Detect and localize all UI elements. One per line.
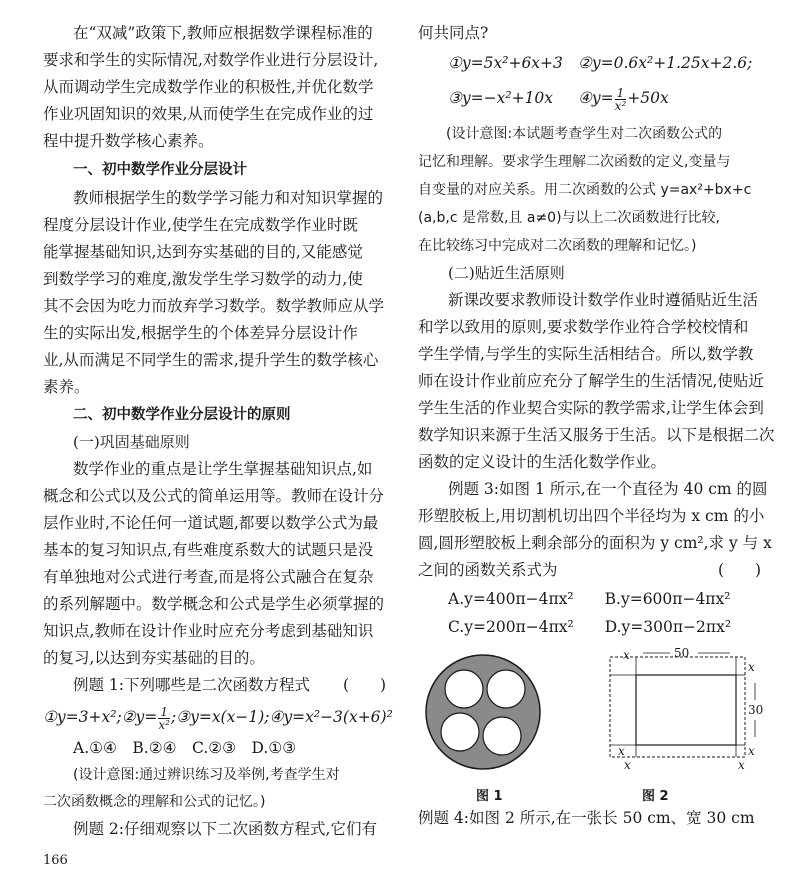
paragraph-line: 有单独地对公式进行考查,而是将公式融合在复杂 xyxy=(43,568,374,586)
intro-line: 作业巩固知识的效果,从而使学生在完成作业的过 xyxy=(43,105,374,123)
formula-part: ④y= xyxy=(578,89,614,107)
paragraph-line: 师在设计作业前应充分了解学生的生活情况,使贴近 xyxy=(418,372,764,390)
example-3-line: 圆,圆形塑胶板上剩余部分的面积为 y cm²,求 y 与 x xyxy=(418,534,772,552)
paragraph-line: 的复习,以达到夯实基础的目的。 xyxy=(43,649,265,667)
label-x: x xyxy=(618,744,625,758)
label-x: x xyxy=(624,758,631,772)
paragraph-line: 程度分层设计作业,使学生在完成数学作业时既 xyxy=(43,216,358,234)
answer-paren: ( ) xyxy=(718,561,762,579)
label-50: 50 xyxy=(674,646,690,660)
small-circle xyxy=(487,670,525,708)
fraction xyxy=(615,87,627,112)
paragraph-line: 数学作业的重点是让学生掌握基础知识点,如 xyxy=(73,460,373,478)
label-x: x xyxy=(748,744,755,758)
paragraph-line: 教师根据学生的数学学习能力和对知识掌握的 xyxy=(73,189,384,207)
example-3-line: 例题 3:如图 1 所示,在一个直径为 40 cm 的圆 xyxy=(448,480,768,498)
subsection-heading: (二)贴近生活原则 xyxy=(448,264,565,282)
formula-4 xyxy=(578,83,669,113)
formula-2: ②y=0.6x²+1.25x+2.6; xyxy=(578,54,753,72)
paragraph-line: 新课改要求教师设计数学作业时遵循贴近生活 xyxy=(448,291,759,309)
fraction-numerator: 1 xyxy=(160,704,168,719)
page-number: 166 xyxy=(43,853,68,868)
design-note-line: 记忆和理解。要求学生理解二次函数的定义,变量与 xyxy=(418,154,731,170)
label-x: x xyxy=(738,758,745,772)
intro-line: 程中提升数学核心素养。 xyxy=(43,132,214,150)
small-circle xyxy=(441,713,479,751)
paragraph-line: 能掌握基础知识,达到夯实基础的目的,又能感觉 xyxy=(43,243,363,261)
figure-1-caption: 图 1 xyxy=(476,789,503,804)
design-note-line: 自变量的对应关系。用二次函数的公式 y=ax²+bx+c xyxy=(418,182,752,198)
figure-2-caption: 图 2 xyxy=(642,789,669,804)
paragraph-line: 的系列解题中。数学概念和公式是学生必须掌握的 xyxy=(43,595,385,613)
example-1-options: A.①④ B.②④ C.②③ D.①③ xyxy=(73,739,297,757)
paragraph-line: 学生学情,与学生的实际生活相结合。所以,数学教 xyxy=(418,345,754,363)
section-heading-2: 二、初中数学作业分层设计的原则 xyxy=(73,407,291,423)
example-2-question: 例题 2:仔细观察以下二次函数方程式,它们有 xyxy=(73,820,377,838)
paragraph-line: 函数的定义设计的生活化数学作业。 xyxy=(418,453,667,471)
paragraph-line: 学生生活的作业契合实际的教学需求,让学生体会到 xyxy=(418,399,764,417)
figure-1 xyxy=(420,652,546,772)
answer-paren: ( ) xyxy=(343,676,387,694)
intro-line: 在“双减”政策下,教师应根据数学课程标准的 xyxy=(73,24,373,42)
design-note-line: (设计意图:通过辨识练习及举例,考查学生对 xyxy=(73,767,340,783)
design-note-line: 二次函数概念的理解和公式的记忆。) xyxy=(43,794,266,810)
intro-line: 从而调动学生完成数学作业的积极性,并优化数学 xyxy=(43,78,374,96)
paragraph-line: 其不会因为吃力而放弃学习数学。数学教师应从学 xyxy=(43,297,385,315)
paragraph-line: 和学以致用的原则,要求数学作业符合学校校情和 xyxy=(418,318,749,336)
design-note-line: 在比较练习中完成对二次函数的理解和记忆。) xyxy=(418,238,697,254)
label-x: x xyxy=(748,660,755,674)
example-3-options: A.y=400π−4πx² B.y=600π−4πx² xyxy=(448,590,731,608)
small-circle xyxy=(445,670,483,708)
fraction-denominator: x² xyxy=(614,98,627,113)
fraction-numerator: 1 xyxy=(616,85,625,100)
label-x: x xyxy=(623,648,630,662)
design-note-line: (a,b,c 是常数,且 a≠0)与以上二次函数进行比较, xyxy=(418,210,721,226)
example-3-options: C.y=200π−4πx² D.y=300π−2πx² xyxy=(448,618,732,636)
section-heading-1: 一、初中数学作业分层设计 xyxy=(73,162,247,178)
paragraph-line: 数学知识来源于生活又服务于生活。以下是根据二次 xyxy=(418,426,775,444)
sheet-outline xyxy=(610,657,745,757)
example-3-line: 形塑胶板上,用切割机切出四个半径均为 x cm 的小 xyxy=(418,507,765,525)
figure-2 xyxy=(598,645,773,775)
intro-line: 要求和学生的实际情况,对数学作业进行分层设计, xyxy=(43,51,379,69)
example-1-formula xyxy=(43,702,393,732)
formula-1: ①y=5x²+6x+3 xyxy=(448,54,563,72)
formula-part: +50x xyxy=(627,89,669,107)
paragraph-line: 知识点,教师在设计作业时应充分考虑到基础知识 xyxy=(43,622,374,640)
fraction-denominator: x² xyxy=(158,717,170,732)
label-30: 30 xyxy=(748,703,764,717)
example-3-line: 之间的函数关系式为 xyxy=(418,561,558,579)
paragraph-line: 生的实际出发,根据学生的个体差异分层设计作 xyxy=(43,324,358,342)
formula-part: ;③y=x(x−1);④y=x²−3(x+6)² xyxy=(170,708,393,726)
paragraph-line: 业,从而满足不同学生的需求,提升学生的数学核心 xyxy=(43,351,379,369)
paragraph-line: 层作业时,不论任何一道试题,都要以数学公式为最 xyxy=(43,514,379,532)
fraction xyxy=(158,706,170,731)
formula-3: ③y=−x²+10x xyxy=(448,89,554,107)
paragraph-line: 到数学学习的难度,激发学生学习数学的动力,使 xyxy=(43,270,363,288)
small-circle xyxy=(483,717,521,755)
circular-board xyxy=(426,655,540,769)
formula-part: ①y=3+x²;②y= xyxy=(43,708,158,726)
example-4-question: 例题 4:如图 2 所示,在一张长 50 cm、宽 30 cm xyxy=(418,809,755,827)
subsection-heading: (一)巩固基础原则 xyxy=(73,433,190,451)
paragraph-line: 概念和公式以及公式的简单运用等。教师在设计分 xyxy=(43,487,385,505)
paragraph-line: 基本的复习知识点,有些难度系数大的试题只是没 xyxy=(43,541,374,559)
example-2-continued: 何共同点? xyxy=(418,24,489,42)
design-note-line: (设计意图:本试题考查学生对二次函数公式的 xyxy=(446,126,723,142)
paragraph-line: 素养。 xyxy=(43,378,90,396)
example-1-question: 例题 1:下列哪些是二次函数方程式 xyxy=(73,676,311,694)
box-base xyxy=(636,675,736,745)
